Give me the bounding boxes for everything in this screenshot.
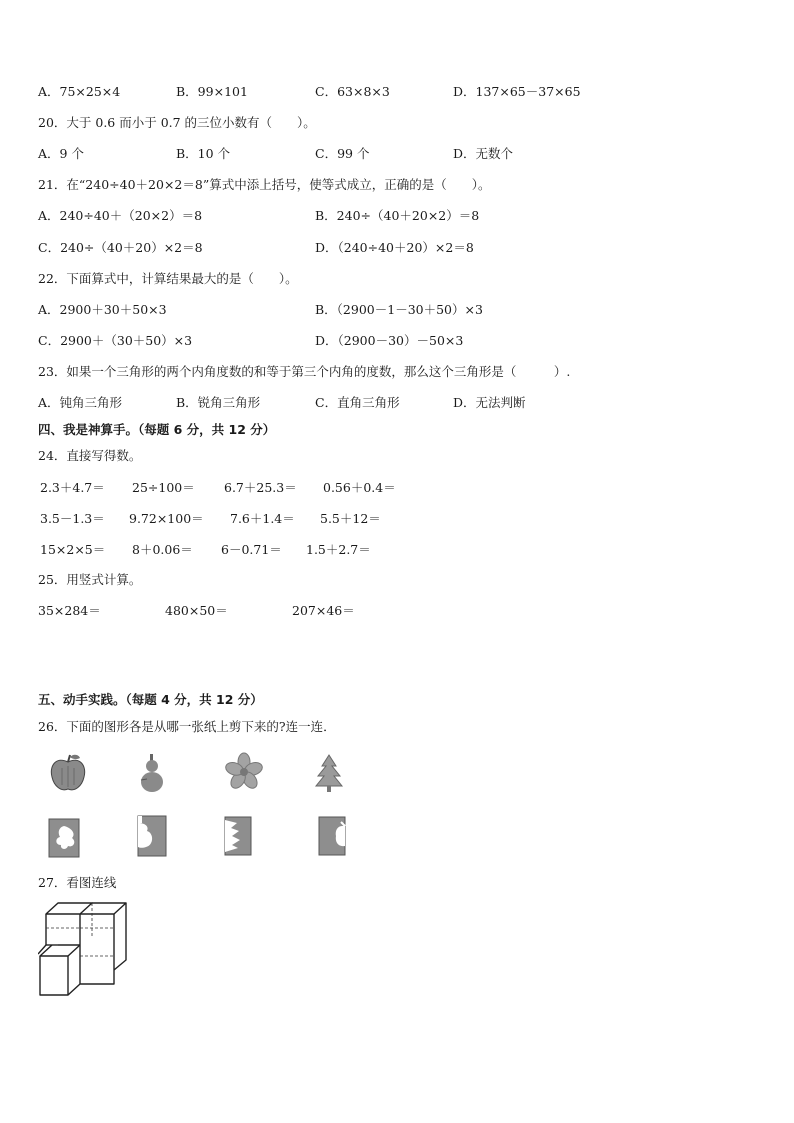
q24-r1-c2: 25÷100＝ [132, 480, 195, 495]
q24-r1-c1: 2.3＋4.7＝ [40, 480, 105, 495]
gourd-cutout-icon [135, 752, 169, 794]
q20-option-c: C．99 个 [315, 146, 370, 161]
q25-item-3: 207×46＝ [292, 603, 355, 618]
q19-option-a: A．75×25×4 [38, 84, 121, 99]
paper-with-tree-hole-icon [221, 814, 255, 858]
q23-option-b: B．锐角三角形 [176, 395, 261, 410]
section-5-title: 五、动手实践。（每题 4 分，共 12 分） [38, 692, 263, 707]
q24-r2-c2: 9.72×100＝ [129, 511, 204, 526]
q25-item-1: 35×284＝ [38, 603, 101, 618]
q25-stem: 25．用竖式计算。 [38, 572, 142, 587]
q24-stem: 24．直接写得数。 [38, 448, 142, 463]
q22-option-a: A．2900＋30＋50×3 [38, 302, 167, 317]
q24-r3-c3: 6－0.71＝ [221, 542, 282, 557]
tree-cutout-icon [313, 752, 345, 794]
q21-option-a: A．240÷40＋（20×2）＝8 [38, 208, 203, 223]
paper-with-flower-hole-icon [46, 816, 84, 858]
q23-stem: 23．如果一个三角形的两个内角度数的和等于第三个内角的度数，那么这个三角形是（ ）. [38, 364, 571, 379]
q20-option-a: A．9 个 [38, 146, 84, 161]
cube-stack-figure [38, 898, 134, 1002]
q22-option-d: D．（2900－30）－50×3 [315, 333, 464, 348]
q22-stem: 22．下面算式中，计算结果最大的是（ ）。 [38, 271, 298, 286]
q24-r2-c3: 7.6＋1.4＝ [230, 511, 295, 526]
q19-option-b: B．99×101 [176, 84, 248, 99]
section-4-title: 四、我是神算手。（每题 6 分，共 12 分） [38, 422, 276, 437]
paper-with-apple-hole-icon [315, 814, 349, 858]
q24-r1-c3: 6.7＋25.3＝ [224, 480, 297, 495]
q20-option-b: B．10 个 [176, 146, 231, 161]
q19-option-d: D．137×65－37×65 [453, 84, 581, 99]
q25-item-2: 480×50＝ [165, 603, 228, 618]
q23-option-a: A．钝角三角形 [38, 395, 123, 410]
paper-with-gourd-hole-icon [134, 813, 170, 859]
q20-option-d: D．无数个 [453, 146, 514, 161]
q21-option-b: B．240÷（40＋20×2）＝8 [315, 208, 480, 223]
apple-cutout-icon [48, 752, 88, 794]
q24-r2-c1: 3.5－1.3＝ [40, 511, 105, 526]
q27-stem: 27．看图连线 [38, 875, 117, 890]
q21-option-c: C．240÷（40＋20）×2＝8 [38, 240, 203, 255]
q23-option-c: C．直角三角形 [315, 395, 400, 410]
q24-r2-c4: 5.5＋12＝ [320, 511, 381, 526]
q24-r3-c2: 8＋0.06＝ [132, 542, 193, 557]
q19-option-c: C．63×8×3 [315, 84, 390, 99]
q20-stem: 20．大于 0.6 而小于 0.7 的三位小数有（ ）。 [38, 115, 316, 130]
q24-r3-c4: 1.5＋2.7＝ [306, 542, 371, 557]
flower-cutout-icon [222, 752, 266, 792]
q22-option-b: B．（2900－1－30＋50）×3 [315, 302, 483, 317]
q26-stem: 26．下面的图形各是从哪一张纸上剪下来的?连一连． [38, 719, 336, 734]
q22-option-c: C．2900＋（30＋50）×3 [38, 333, 193, 348]
q23-option-d: D．无法判断 [453, 395, 526, 410]
q21-option-d: D．（240÷40＋20）×2＝8 [315, 240, 474, 255]
q24-r3-c1: 15×2×5＝ [40, 542, 106, 557]
q24-r1-c4: 0.56＋0.4＝ [323, 480, 396, 495]
q21-stem: 21．在“240÷40＋20×2＝8”算式中添上括号，使等式成立，正确的是（ ）。 [38, 177, 491, 192]
